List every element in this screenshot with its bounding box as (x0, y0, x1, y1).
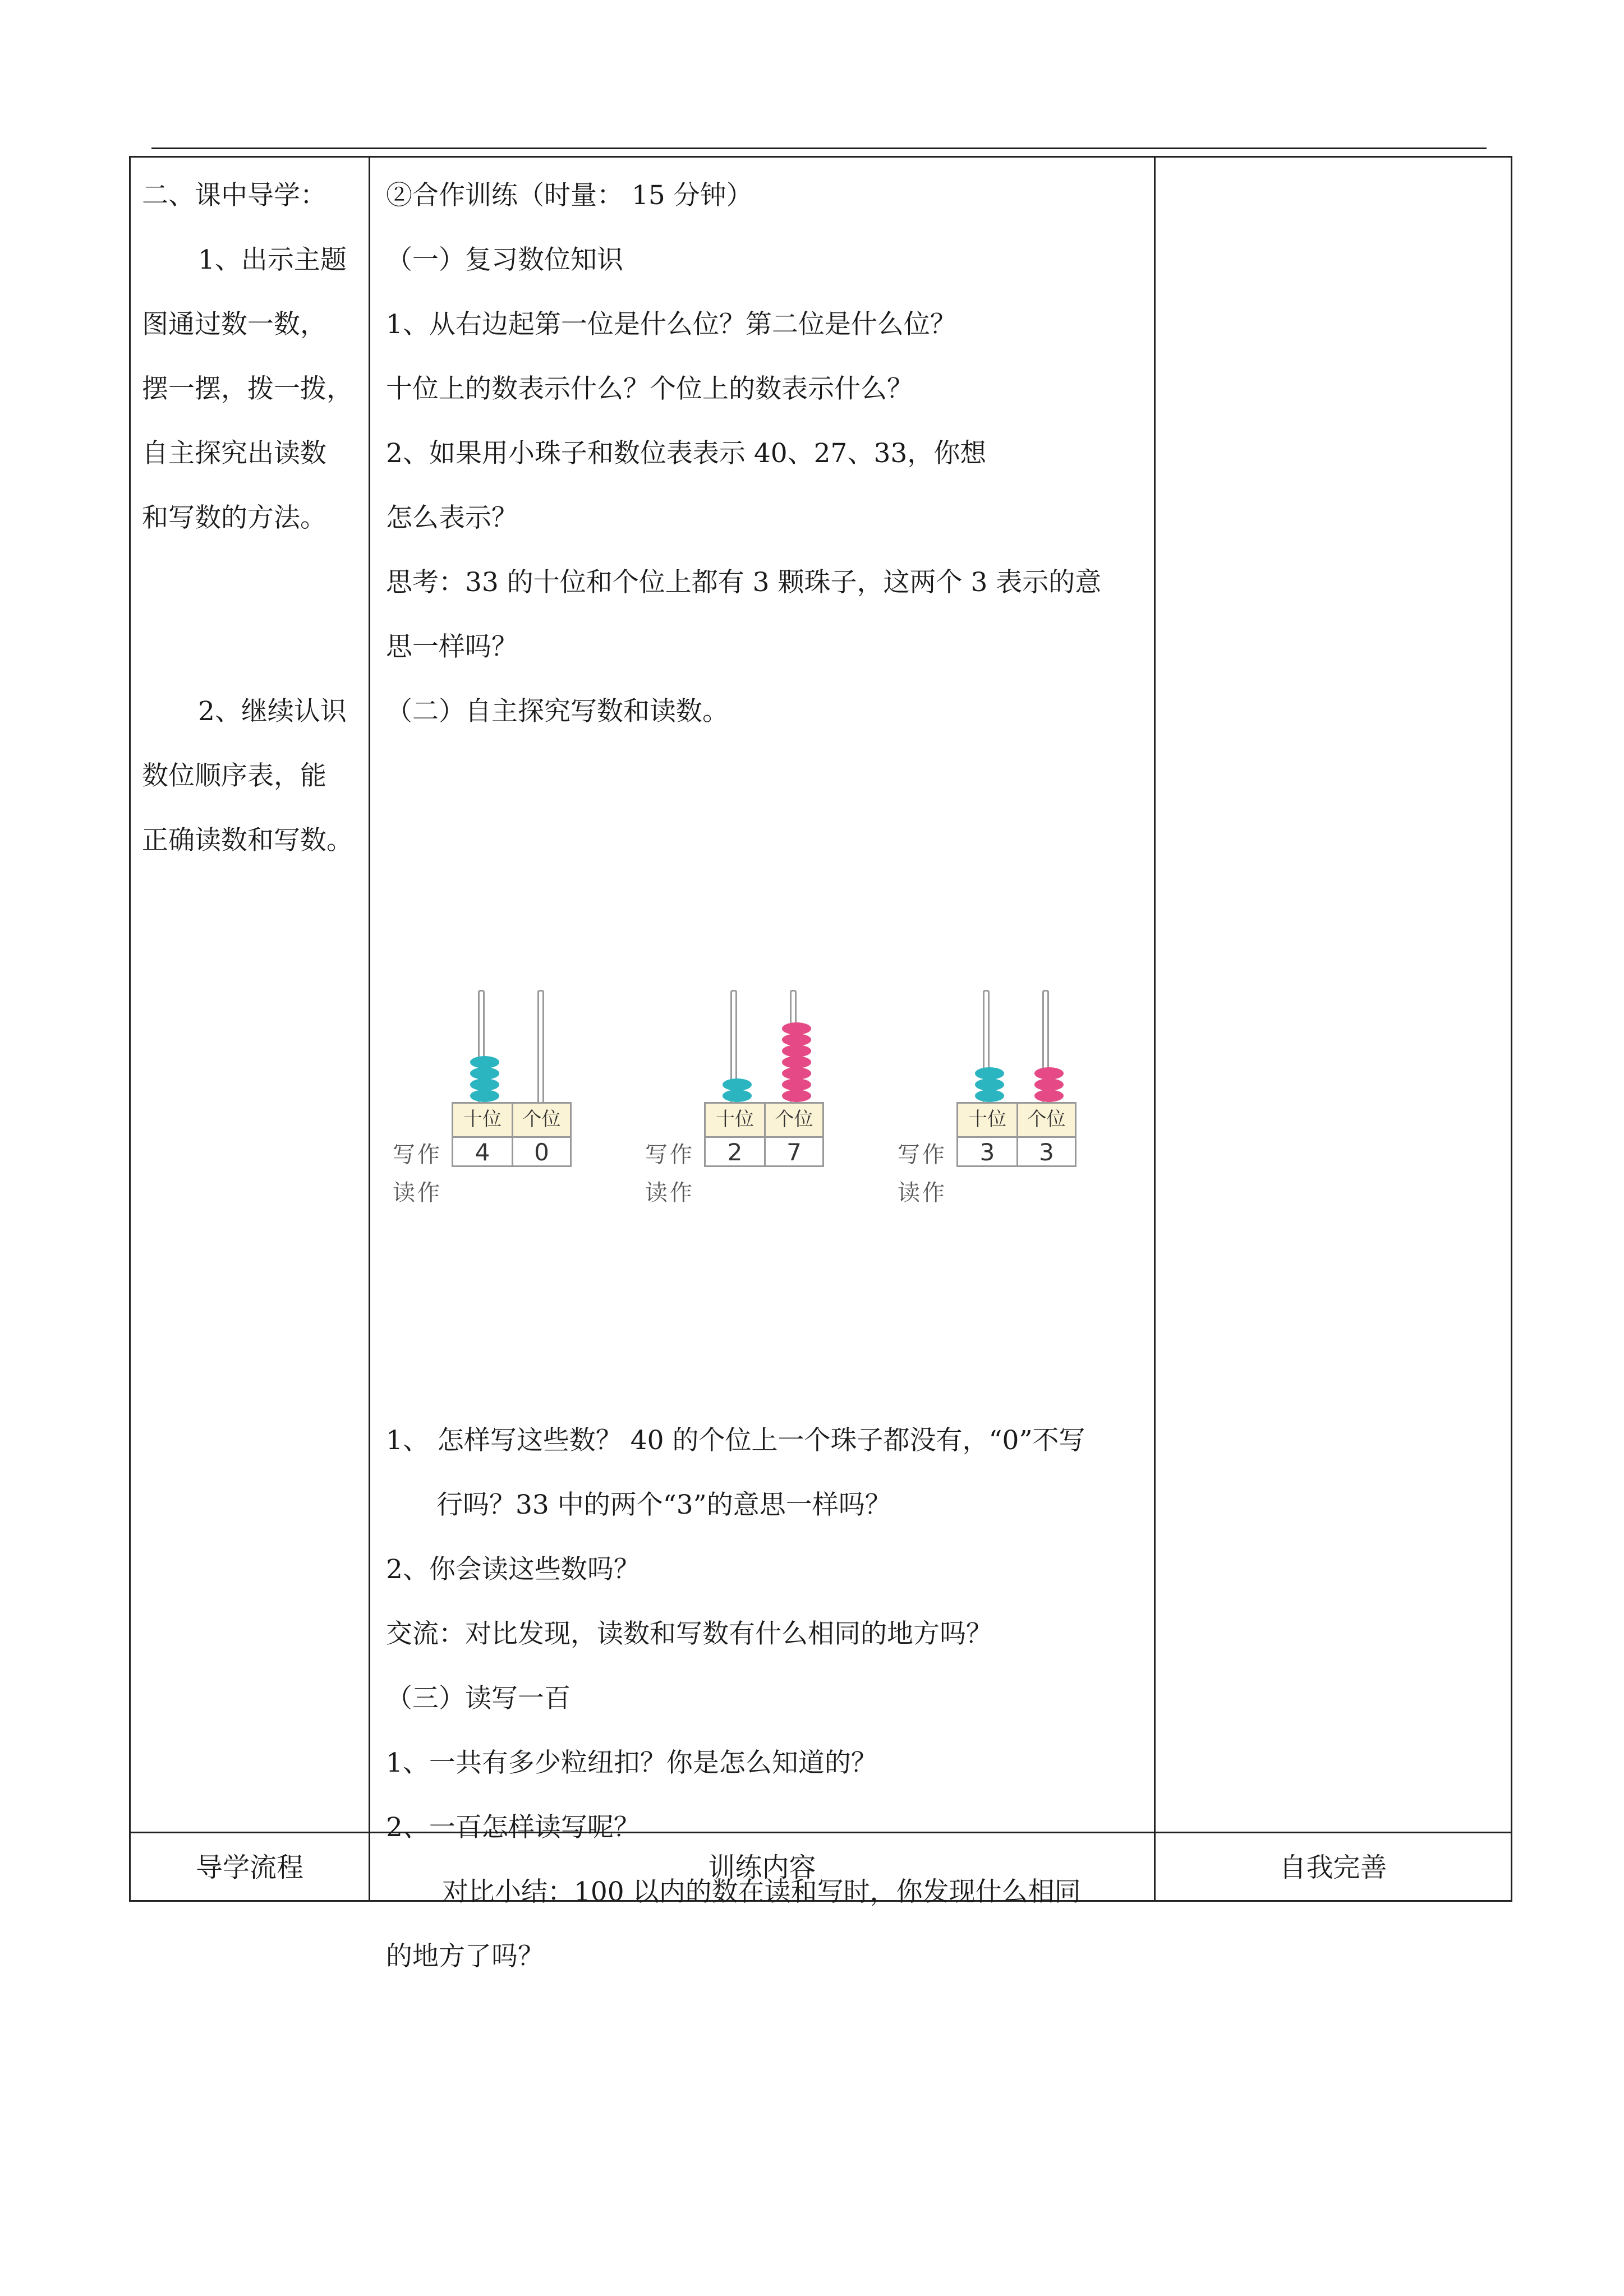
ones-digit: 3 (1016, 1136, 1075, 1165)
tens-digit: 3 (958, 1136, 1016, 1165)
column-divider-1 (369, 158, 370, 1900)
ones-bead (1034, 1090, 1064, 1102)
content-line: （二）自主探究写数和读数。 (386, 696, 729, 727)
tens-bead (470, 1067, 499, 1080)
left-line: 图通过数一数， (142, 309, 326, 340)
ones-header: 个位 (1016, 1104, 1075, 1136)
content-line: 的地方了吗？ (386, 1941, 544, 1972)
tens-header: 十位 (453, 1104, 512, 1136)
lesson-table (129, 156, 1512, 1972)
ones-header: 个位 (512, 1104, 570, 1136)
read-label: 读作 (898, 1180, 947, 1206)
left-line: 2、继续认识 (198, 696, 347, 727)
content-line: （三）读写一百 (386, 1683, 571, 1714)
tens-digit: 2 (706, 1136, 764, 1165)
content-line: 十位上的数表示什么？个位上的数表示什么？ (386, 374, 913, 404)
place-value-table (956, 1102, 1076, 1167)
content-line: 思一样吗？ (386, 631, 518, 662)
left-line: 正确读数和写数。 (142, 825, 353, 856)
ones-bead (1034, 1067, 1064, 1080)
write-label: 写作 (393, 1142, 442, 1168)
read-label: 读作 (393, 1180, 442, 1206)
training-content-top (386, 163, 1278, 744)
left-line: 数位顺序表，能 (142, 760, 326, 791)
write-label: 写作 (898, 1142, 947, 1168)
read-label: 读作 (645, 1180, 694, 1206)
left-line: 自主探究出读数 (142, 438, 326, 469)
tens-bead (470, 1056, 499, 1068)
ones-digit: 0 (512, 1136, 570, 1165)
content-line: （一）复习数位知识 (386, 245, 623, 275)
tens-bead (975, 1067, 1004, 1080)
ones-bead (782, 1078, 811, 1091)
tens-bead (723, 1078, 752, 1091)
write-label: 写作 (645, 1142, 694, 1168)
footer-self-improvement: 自我完善 (1279, 1852, 1387, 1883)
ones-bead (782, 1034, 811, 1046)
place-value-table (704, 1102, 824, 1167)
left-line: 摆一摆，拨一拨， (142, 374, 353, 404)
ones-bead (782, 1022, 811, 1035)
content-line: 1、 怎样写这些数？ 40 的个位上一个珠子都没有，“0”不写 (386, 1425, 1085, 1456)
tens-header: 十位 (958, 1104, 1016, 1136)
content-line: 交流：对比发现，读数和写数有什么相同的地方吗？ (386, 1619, 992, 1649)
content-line: ②合作训练（时量： 15 分钟） (386, 180, 753, 211)
content-line: 思考：33 的十位和个位上都有 3 颗珠子，这两个 3 表示的意 (386, 567, 1102, 598)
ones-bead (1034, 1078, 1064, 1091)
content-line: 行吗？33 中的两个“3”的意思一样吗？ (436, 1490, 891, 1520)
ones-bead (782, 1045, 811, 1057)
left-line: 1、出示主题 (198, 245, 347, 275)
tens-bead (470, 1090, 499, 1102)
left-line: 二、课中导学： (142, 180, 326, 211)
tens-bead (975, 1090, 1004, 1102)
footer-training-content: 训练内容 (708, 1852, 816, 1883)
header-rule (151, 147, 1487, 149)
guide-flow-cell (142, 163, 366, 873)
ones-rod (537, 990, 544, 1102)
tens-header: 十位 (706, 1104, 764, 1136)
ones-digit: 7 (764, 1136, 822, 1165)
footer-guide-flow: 导学流程 (195, 1852, 303, 1883)
left-line: 和写数的方法。 (142, 502, 326, 533)
tens-bead (975, 1078, 1004, 1091)
content-line: 怎么表示？ (386, 502, 518, 533)
content-line: 2、如果用小珠子和数位表表示 40、27、33，你想 (386, 438, 987, 469)
content-line: 1、从右边起第一位是什么位？第二位是什么位？ (386, 309, 956, 340)
ones-header: 个位 (764, 1104, 822, 1136)
content-line: 对比小结：100 以内的数在读和写时，你发现什么相同 (442, 1877, 1081, 1907)
content-line: 2、一百怎样读写呢？ (386, 1812, 640, 1843)
ones-bead (782, 1056, 811, 1068)
content-line: 2、你会读这些数吗？ (386, 1554, 640, 1585)
ones-bead (782, 1090, 811, 1102)
tens-bead (470, 1078, 499, 1091)
content-line: 1、一共有多少粒纽扣？你是怎么知道的？ (386, 1748, 877, 1778)
place-value-table (452, 1102, 572, 1167)
tens-digit: 4 (453, 1136, 512, 1165)
tens-bead (723, 1090, 752, 1102)
ones-bead (782, 1067, 811, 1080)
